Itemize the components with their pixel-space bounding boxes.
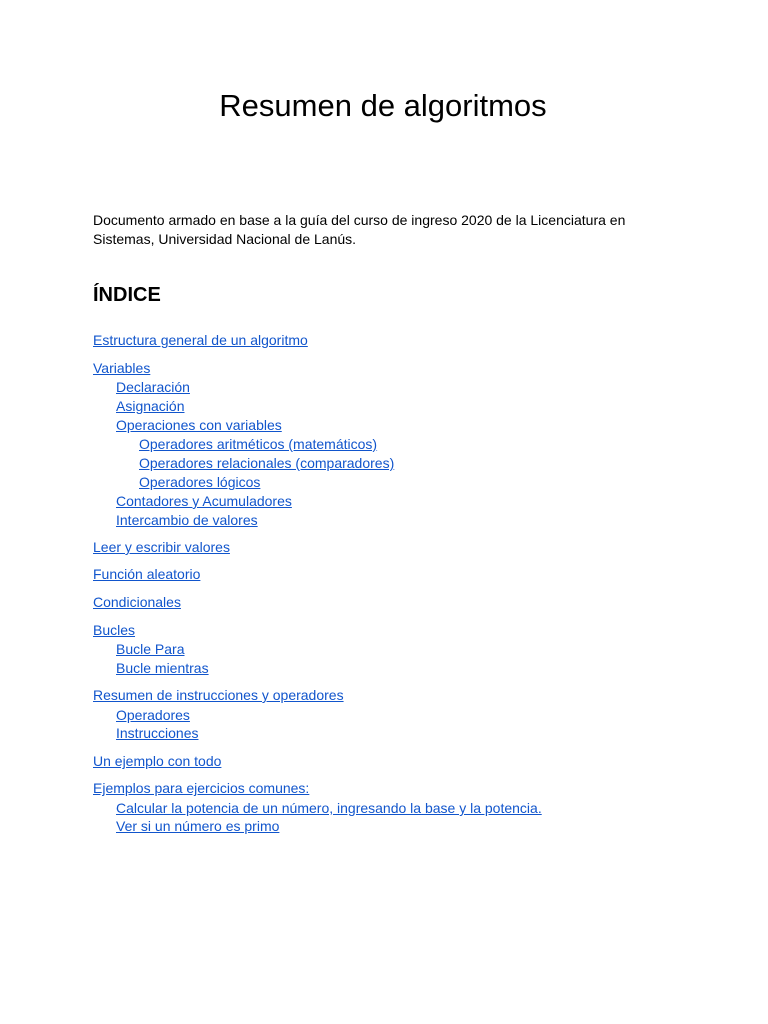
toc-link-bucles[interactable]: Bucles <box>93 622 136 638</box>
toc-link-funcion-aleatorio[interactable]: Función aleatorio <box>93 566 201 582</box>
toc-link-instrucciones[interactable]: Instrucciones <box>116 725 199 741</box>
document-title: Resumen de algoritmos <box>219 88 547 123</box>
toc-link-operadores-aritmeticos[interactable]: Operadores aritméticos (matemáticos) <box>139 436 378 452</box>
toc-link-operaciones-con-variables[interactable]: Operaciones con variables <box>116 417 282 433</box>
toc-link-un-ejemplo-con-todo[interactable]: Un ejemplo con todo <box>93 753 222 769</box>
index-heading: ÍNDICE <box>93 284 161 306</box>
intro-paragraph: Documento armado en base a la guía del curso de ingreso 2020 de la Licenciatura en Sistemas, Universidad Nacional de Lanús. <box>93 212 626 247</box>
toc-link-declaracion[interactable]: Declaración <box>116 379 190 395</box>
toc-link-operadores-logicos[interactable]: Operadores lógicos <box>139 474 261 490</box>
toc-link-contadores-acumuladores[interactable]: Contadores y Acumuladores <box>116 493 292 509</box>
toc-link-leer-escribir[interactable]: Leer y escribir valores <box>93 539 230 555</box>
toc-link-condicionales[interactable]: Condicionales <box>93 594 181 610</box>
toc-link-numero-primo[interactable]: Ver si un número es primo <box>116 818 280 834</box>
toc-link-bucle-para[interactable]: Bucle Para <box>116 641 185 657</box>
toc-link-bucle-mientras[interactable]: Bucle mientras <box>116 660 209 676</box>
toc-link-variables[interactable]: Variables <box>93 360 151 376</box>
toc-link-operadores[interactable]: Operadores <box>116 707 190 723</box>
toc-link-calcular-potencia[interactable]: Calcular la potencia de un número, ingresando la base y la potencia. <box>116 800 542 816</box>
toc-link-ejemplos-ejercicios[interactable]: Ejemplos para ejercicios comunes: <box>93 780 310 796</box>
toc-link-intercambio-de-valores[interactable]: Intercambio de valores <box>116 512 258 528</box>
toc-link-operadores-relacionales[interactable]: Operadores relacionales (comparadores) <box>139 455 395 471</box>
toc-link-estructura-general[interactable]: Estructura general de un algoritmo <box>93 332 308 348</box>
toc-link-resumen-instrucciones[interactable]: Resumen de instrucciones y operadores <box>93 687 344 703</box>
toc-link-asignacion[interactable]: Asignación <box>116 398 185 414</box>
